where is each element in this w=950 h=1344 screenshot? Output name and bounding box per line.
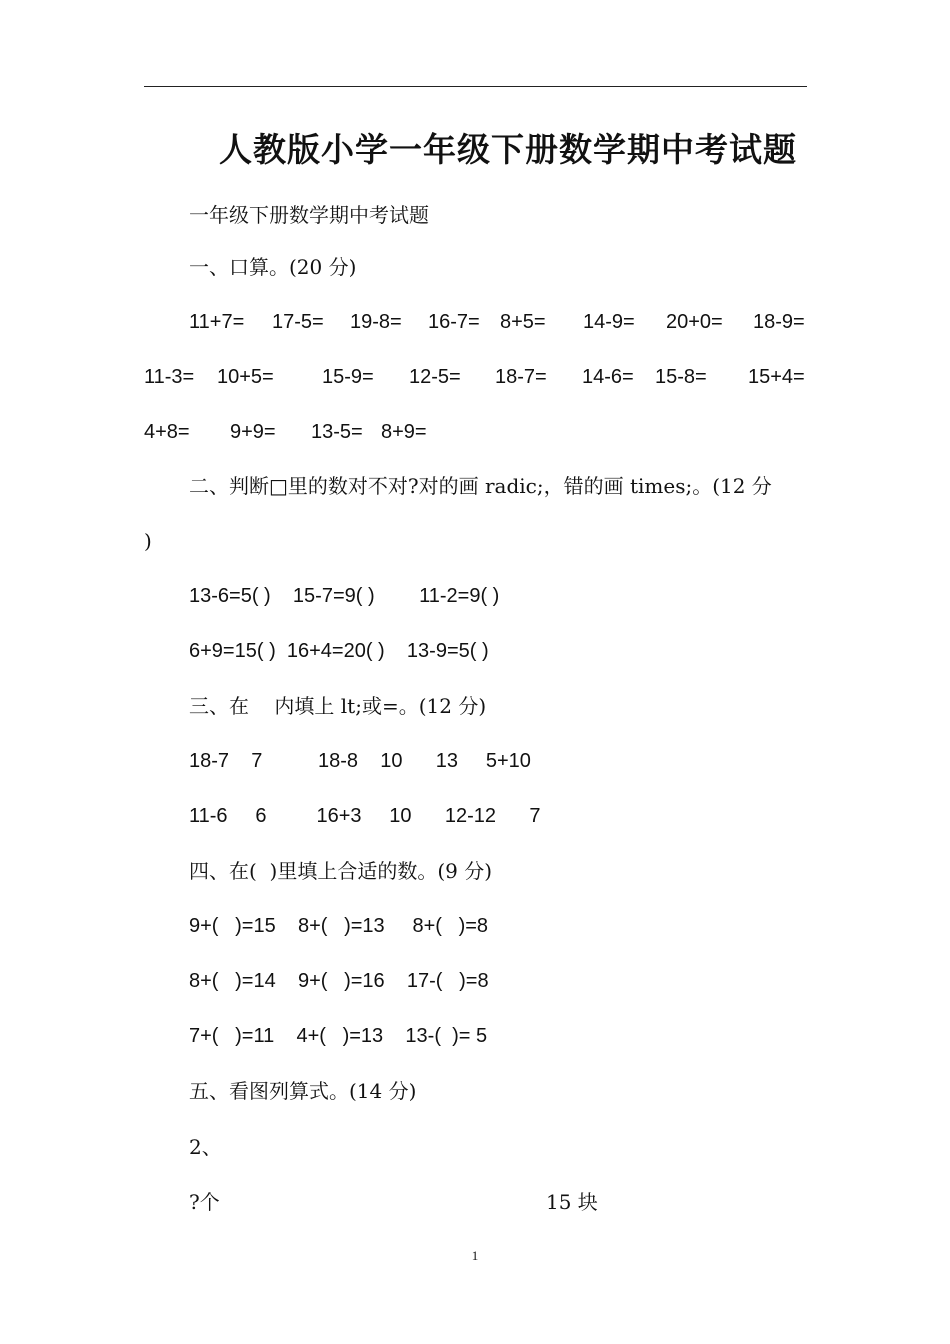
compare-line-1: 18-7 7 18-8 10 13 5+10 (189, 750, 531, 772)
problem: 20+0= (666, 311, 723, 333)
subtitle: 一年级下册数学期中考试题 (189, 203, 429, 227)
problem: 13-5= (311, 421, 363, 443)
problem: 10+5= (217, 366, 274, 388)
judge-line-1: 13-6=5( ) 15-7=9( ) 11-2=9( ) (189, 585, 500, 607)
picture-label-right: 15 块 (546, 1190, 598, 1214)
fill-line-1: 9+( )=15 8+( )=13 8+( )=8 (189, 915, 489, 937)
picture-label-left: ?个 (189, 1190, 220, 1214)
page-title: 人教版小学一年级下册数学期中考试题 (219, 130, 797, 169)
header-rule (144, 86, 807, 87)
problem: 11+7= (189, 311, 245, 333)
problem: 15+4= (748, 366, 805, 388)
problem: 15-9= (322, 366, 374, 388)
problem: 9+9= (230, 421, 276, 443)
section1-heading: 一、口算。(20 分) (189, 255, 357, 279)
section5-heading: 五、看图列算式。(14 分) (189, 1079, 417, 1103)
section2-heading-cont: ) (144, 529, 152, 553)
problem: 19-8= (350, 311, 402, 333)
problem: 16-7= (428, 311, 480, 333)
fill-line-3: 7+( )=11 4+( )=13 13-( )= 5 (189, 1025, 488, 1047)
problem: 14-9= (583, 311, 635, 333)
fill-line-2: 8+( )=14 9+( )=16 17-( )=8 (189, 970, 489, 992)
problem: 14-6= (582, 366, 634, 388)
problem: 17-5= (272, 311, 324, 333)
item-number: 2、 (189, 1135, 222, 1159)
compare-line-2: 11-6 6 16+3 10 12-12 7 (189, 805, 541, 827)
page-number: 1 (471, 1248, 479, 1263)
problem: 18-7= (495, 366, 547, 388)
judge-line-2: 6+9=15( ) 16+4=20( ) 13-9=5( ) (189, 640, 489, 662)
problem: 18-9= (753, 311, 805, 333)
problem: 12-5= (409, 366, 461, 388)
section4-heading: 四、在( )里填上合适的数。(9 分) (189, 859, 493, 883)
problem: 8+9= (381, 421, 427, 443)
problem: 8+5= (500, 311, 546, 333)
problem: 15-8= (655, 366, 707, 388)
problem: 11-3= (144, 366, 195, 388)
section2-heading: 二、判断□里的数对不对?对的画 radic;，错的画 times;。(12 分 (189, 474, 772, 498)
section3-heading: 三、在 内填上 lt;或=。(12 分) (189, 694, 487, 718)
problem: 4+8= (144, 421, 190, 443)
